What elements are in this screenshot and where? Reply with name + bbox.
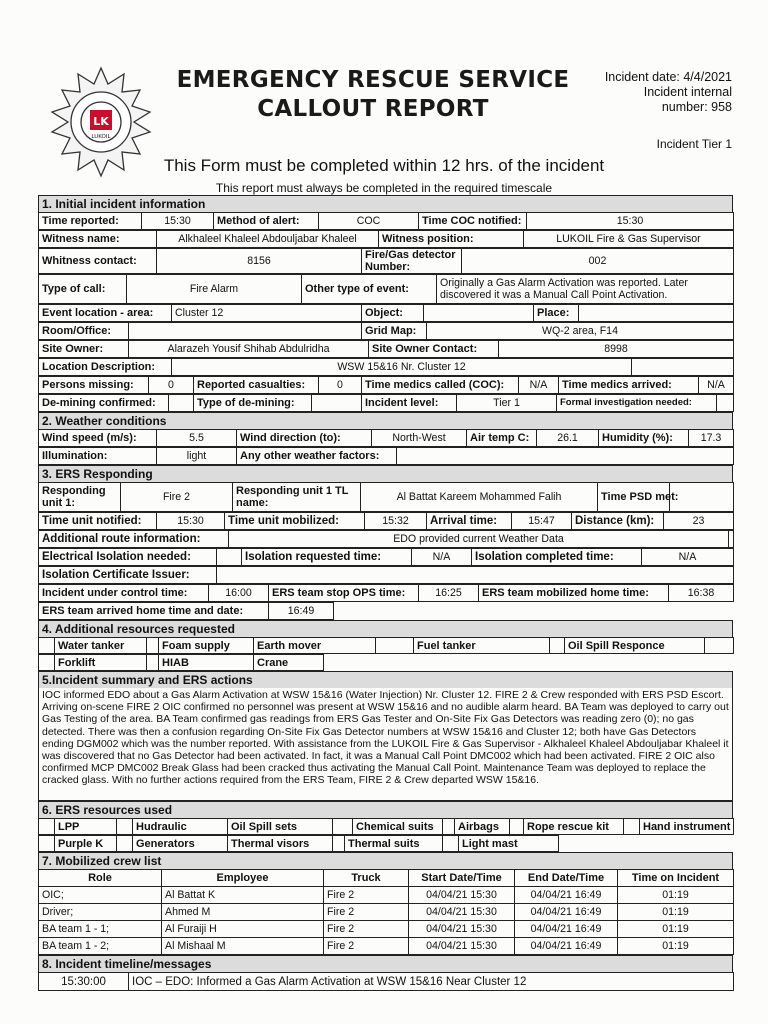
label-site-owner-contact: Site Owner Contact: <box>369 341 499 358</box>
section-2-row-wind <box>38 429 734 447</box>
section-3-row-control <box>38 584 734 602</box>
section-4-row-2 <box>38 654 324 671</box>
checkbox-purple-k[interactable] <box>39 836 55 852</box>
crew-end[interactable]: 04/04/21 16:49 <box>515 921 618 938</box>
value-type-of-call[interactable]: Fire Alarm <box>127 275 302 304</box>
resource-forklift: Forklift <box>55 655 147 671</box>
checkbox-oil-spill-sets[interactable] <box>333 819 353 835</box>
section-3-row-isolation <box>38 548 734 566</box>
equip-rope-rescue: Rope rescue kit <box>524 819 624 835</box>
checkbox-lpp[interactable] <box>39 819 55 835</box>
value-room-office[interactable] <box>129 323 362 340</box>
label-coc-notified: Time COC notified: <box>419 213 527 230</box>
equip-generators: Generators <box>133 836 228 852</box>
equip-airbags: Airbags <box>455 819 510 835</box>
section-6-title: 6. ERS resources used <box>38 801 733 818</box>
label-isolation-cert: Isolation Certificate Issuer: <box>39 567 217 584</box>
value-event-location[interactable]: Cluster 12 <box>172 305 362 322</box>
crew-col-start: Start Date/Time <box>409 870 515 887</box>
label-electrical-isolation: Electrical Isolation needed: <box>39 549 217 566</box>
section-3-row-home <box>38 602 334 620</box>
checkbox-thermal-suits[interactable] <box>443 836 459 852</box>
value-mobilized-home[interactable]: 16:38 <box>669 585 734 602</box>
crew-employee[interactable]: Al Battat K <box>162 887 324 904</box>
crew-end[interactable]: 04/04/21 16:49 <box>515 887 618 904</box>
label-incident-level: Incident level: <box>362 395 457 412</box>
value-responding-unit[interactable]: Fire 2 <box>121 483 233 512</box>
crew-col-truck: Truck <box>324 870 409 887</box>
crew-end[interactable]: 04/04/21 16:49 <box>515 904 618 921</box>
crew-role[interactable]: BA team 1 - 2; <box>39 938 162 955</box>
crew-time[interactable]: 01:19 <box>618 938 734 955</box>
value-witness-name[interactable]: Alkhaleel Khaleel Abdouljabar Khaleel <box>157 231 379 248</box>
value-time-notified[interactable]: 15:30 <box>157 513 225 530</box>
section-1-row-demining <box>38 394 734 412</box>
timeline-message[interactable]: IOC – EDO: Informed a Gas Alarm Activation at WSW 15&16 Near Cluster 12 <box>129 973 734 991</box>
equip-oil-spill-sets: Oil Spill sets <box>228 819 333 835</box>
value-time-mobilized[interactable]: 15:32 <box>365 513 427 530</box>
incident-internal-2: number: 958 <box>661 100 732 114</box>
label-responding-unit: Responding unit 1: <box>39 483 121 512</box>
resource-fuel-tanker: Fuel tanker <box>414 638 550 654</box>
value-wind-speed[interactable]: 5.5 <box>157 430 237 447</box>
crew-header-row <box>39 870 734 887</box>
section-1-table <box>38 212 734 230</box>
value-under-control[interactable]: 16:00 <box>209 585 269 602</box>
section-1-row-locdesc <box>38 358 734 376</box>
crew-start[interactable]: 04/04/21 15:30 <box>409 938 515 955</box>
section-1-row-location <box>38 304 734 322</box>
value-location-description[interactable]: WSW 15&16 Nr. Cluster 12 <box>172 359 632 376</box>
crew-time[interactable]: 01:19 <box>618 921 734 938</box>
checkbox-hiab[interactable] <box>147 655 159 671</box>
section-1-row-room <box>38 322 734 340</box>
section-6-row-2 <box>38 835 559 852</box>
label-location-description: Location Description: <box>39 359 172 376</box>
equip-lpp: LPP <box>55 819 117 835</box>
equip-thermal-suits: Thermal suits <box>345 836 443 852</box>
title-line-2: CALLOUT REPORT <box>257 96 489 122</box>
checkbox-forklift[interactable] <box>39 655 55 671</box>
crew-employee[interactable]: Ahmed M <box>162 904 324 921</box>
crew-start[interactable]: 04/04/21 15:30 <box>409 887 515 904</box>
value-medics-called[interactable]: N/A <box>519 377 559 394</box>
label-time-reported: Time reported: <box>39 213 142 230</box>
section-1-title: 1. Initial incident information <box>38 195 733 212</box>
value-demining-confirmed[interactable] <box>169 395 194 412</box>
value-formal-investigation[interactable] <box>717 395 734 412</box>
svg-text:LK: LK <box>93 115 109 128</box>
checkbox-generators[interactable] <box>117 836 133 852</box>
resource-water-tanker: Water tanker <box>55 638 147 654</box>
report-title <box>168 66 578 124</box>
section-5-title: 5.Incident summary and ERS actions <box>38 671 733 688</box>
title-line-1: EMERGENCY RESCUE SERVICE <box>176 67 570 93</box>
value-witness-contact[interactable]: 8156 <box>157 249 362 274</box>
section-1-row-missing <box>38 376 734 394</box>
resource-crane: Crane <box>254 655 324 671</box>
value-detector-number[interactable]: 002 <box>462 249 734 274</box>
crew-employee[interactable]: Al Mishaal M <box>162 938 324 955</box>
label-event-location: Event location - area: <box>39 305 172 322</box>
crew-truck[interactable]: Fire 2 <box>324 904 409 921</box>
crew-end[interactable]: 04/04/21 16:49 <box>515 938 618 955</box>
value-persons-missing[interactable]: 0 <box>149 377 194 394</box>
label-isolation-completed: Isolation completed time: <box>472 549 642 566</box>
timeline-table <box>38 972 734 991</box>
incident-summary-text[interactable]: IOC informed EDO about a Gas Alarm Activation at WSW 15&16 (Water Injection) Nr. Cluster 12. FIRE 2 & Crew responded with ERS PSD Escort. Arriving on-scene FIRE 2 OIC confirmed no personnel was present at WSW 15&16 and no audible alarm heard. BA Team was deployed to carry out Gas Testing of the area. BA Team confirmed gas readings from ERS Gas Tester and On-Site Fix Gas Detectors was reading zero (0); no gas detected. There was then a confusion regarding On-Site Fix Gas Detector numbers at WSW 15&16 and Cluster 12; both have Gas Detectors ending DGM002 which was the number reported. With assistance from the LUKOIL Fire & Gas Supervisor - Alkhaleel Khaleel Abdouljabar Khaleel it was discovered that no Gas Detector had been activated. In fact, it was a Manual Call Point DMC002 which had been activated. FIRE 2 OIC also confirmed MCP DMC002 Break Glass had been cracked thus activating the Manual Call Point. Maintenance Team was deployed to replace the cracked glass. With no further actions required from the ERS Team, FIRE 2 & Crew departed WSW 15&16. <box>38 688 733 801</box>
label-detector-number: Fire/Gas detector Number: <box>362 249 462 274</box>
section-1-row-witness <box>38 230 734 248</box>
equip-chemical-suits: Chemical suits <box>353 819 443 835</box>
value-stop-ops[interactable]: 16:25 <box>419 585 479 602</box>
label-psd-met: Time PSD met: <box>598 483 670 512</box>
label-medics-called: Time medics called (COC): <box>362 377 519 394</box>
checkbox-chemical-suits[interactable] <box>443 819 455 835</box>
label-place: Place: <box>534 305 579 322</box>
value-time-reported[interactable]: 15:30 <box>142 213 214 230</box>
label-illumination: Illumination: <box>39 448 157 465</box>
label-distance: Distance (km): <box>572 513 664 530</box>
label-persons-missing: Persons missing: <box>39 377 149 394</box>
value-wind-direction[interactable]: North-West <box>372 430 467 447</box>
label-reported-casualties: Reported casualties: <box>194 377 319 394</box>
value-other-type[interactable]: Originally a Gas Alarm Activation was reported. Later discovered it was a Manual Call Point Activation. <box>437 275 734 304</box>
label-other-weather: Any other weather factors: <box>237 448 397 465</box>
crew-col-end: End Date/Time <box>515 870 618 887</box>
incident-internal-1: Incident internal <box>643 85 732 99</box>
equip-hand-instrument: Hand instrument <box>640 819 734 835</box>
section-1-row-call <box>38 274 734 304</box>
incident-meta <box>562 70 732 115</box>
label-stop-ops: ERS team stop OPS time: <box>269 585 419 602</box>
value-coc-notified[interactable]: 15:30 <box>527 213 734 230</box>
label-witness-position: Witness position: <box>379 231 524 248</box>
label-witness-contact: Whitness contact: <box>39 249 157 274</box>
value-tl-name[interactable]: Al Battat Kareem Mohammed Falih <box>361 483 598 512</box>
label-route-info: Additional route information: <box>39 531 229 548</box>
value-psd-met[interactable] <box>670 483 734 512</box>
value-incident-level[interactable]: Tier 1 <box>457 395 557 412</box>
crew-role[interactable]: Driver; <box>39 904 162 921</box>
checkbox-water-tanker[interactable] <box>39 638 55 654</box>
crew-col-role: Role <box>39 870 162 887</box>
checkbox-fuel-tanker[interactable] <box>550 638 565 654</box>
checkbox-rope-rescue[interactable] <box>624 819 640 835</box>
section-1-row-contact <box>38 248 734 274</box>
value-isolation-completed[interactable]: N/A <box>642 549 734 566</box>
resource-foam-supply: Foam supply <box>159 638 254 654</box>
value-method-alert[interactable]: COC <box>319 213 419 230</box>
section-2-row-illum <box>38 447 734 465</box>
section-6-row-1 <box>38 818 734 835</box>
value-site-owner-contact[interactable]: 8998 <box>499 341 734 358</box>
section-3-row-route <box>38 530 734 548</box>
section-4-row-1 <box>38 637 734 654</box>
section-3-row-unit <box>38 482 734 512</box>
checkbox-foam-supply[interactable] <box>147 638 159 654</box>
label-method-alert: Method of alert: <box>214 213 319 230</box>
resource-earth-mover: Earth mover <box>254 638 376 654</box>
crew-time[interactable]: 01:19 <box>618 887 734 904</box>
crew-start[interactable]: 04/04/21 15:30 <box>409 921 515 938</box>
crew-truck[interactable]: Fire 2 <box>324 938 409 955</box>
label-under-control: Incident under control time: <box>39 585 209 602</box>
label-room-office: Room/Office: <box>39 323 129 340</box>
resource-oil-spill: Oil Spill Responce <box>565 638 705 654</box>
label-medics-arrived: Time medics arrived: <box>559 377 699 394</box>
label-demining-confirmed: De-mining confirmed: <box>39 395 169 412</box>
label-type-of-call: Type of call: <box>39 275 127 304</box>
value-illumination[interactable]: light <box>157 448 237 465</box>
label-air-temp: Air temp C: <box>467 430 537 447</box>
checkbox-oil-spill[interactable] <box>705 638 734 654</box>
section-3-row-times <box>38 512 734 530</box>
section-8-title: 8. Incident timeline/messages <box>38 955 733 972</box>
table-row <box>39 887 734 904</box>
label-tl-name: Responding unit 1 TL name: <box>233 483 361 512</box>
crew-col-employee: Employee <box>162 870 324 887</box>
value-arrived-home[interactable]: 16:49 <box>269 603 334 620</box>
value-site-owner[interactable]: Alarazeh Yousif Shihab Abdulridha <box>129 341 369 358</box>
section-3-row-cert <box>38 566 734 584</box>
label-arrived-home: ERS team arrived home time and date: <box>39 603 269 620</box>
route-spacer <box>729 531 734 548</box>
crew-role[interactable]: OIC; <box>39 887 162 904</box>
value-witness-position[interactable]: LUKOIL Fire & Gas Supervisor <box>524 231 734 248</box>
value-distance[interactable]: 23 <box>664 513 734 530</box>
timeline-time[interactable]: 15:30:00 <box>39 973 129 991</box>
label-humidity: Humidity (%): <box>599 430 689 447</box>
checkbox-hudraulic[interactable] <box>117 819 133 835</box>
crew-col-time: Time on Incident <box>618 870 734 887</box>
checkbox-earth-mover[interactable] <box>376 638 414 654</box>
value-electrical-isolation[interactable] <box>217 549 242 566</box>
value-grid-map[interactable]: WQ-2 area, F14 <box>427 323 734 340</box>
label-object: Object: <box>362 305 424 322</box>
equip-hudraulic: Hudraulic <box>133 819 228 835</box>
incident-date: Incident date: 4/4/2021 <box>604 70 732 84</box>
value-medics-arrived[interactable]: N/A <box>699 377 734 394</box>
report-form <box>38 195 733 991</box>
value-humidity[interactable]: 17.3 <box>689 430 734 447</box>
crew-time[interactable]: 01:19 <box>618 904 734 921</box>
label-wind-direction: Wind direction (to): <box>237 430 372 447</box>
label-arrival-time: Arrival time: <box>427 513 512 530</box>
completion-notice: This Form must be completed within 12 hrs. of the incident <box>163 156 605 175</box>
equip-light-mast: Light mast <box>459 836 559 852</box>
label-mobilized-home: ERS team mobilized home time: <box>479 585 669 602</box>
crew-role[interactable]: BA team 1 - 1; <box>39 921 162 938</box>
equip-thermal-visors: Thermal visors <box>228 836 333 852</box>
value-isolation-requested[interactable]: N/A <box>412 549 472 566</box>
label-wind-speed: Wind speed (m/s): <box>39 430 157 447</box>
value-arrival-time[interactable]: 15:47 <box>512 513 572 530</box>
incident-tier: Incident Tier 1 <box>656 137 732 151</box>
crew-truck[interactable]: Fire 2 <box>324 887 409 904</box>
table-row <box>39 938 734 955</box>
label-grid-map: Grid Map: <box>362 323 427 340</box>
section-2-title: 2. Weather conditions <box>38 412 733 429</box>
svg-text:LUKOIL: LUKOIL <box>91 134 111 140</box>
label-formal-investigation: Formal investigation needed: <box>557 395 717 412</box>
value-object[interactable] <box>424 305 534 322</box>
table-row <box>39 921 734 938</box>
section-1-row-owner <box>38 340 734 358</box>
label-demining-type: Type of de-mining: <box>194 395 312 412</box>
label-other-type: Other type of event: <box>302 275 437 304</box>
section-4-title: 4. Additional resources requested <box>38 620 733 637</box>
value-place[interactable] <box>579 305 734 322</box>
value-route-info[interactable]: EDO provided current Weather Data <box>229 531 729 548</box>
label-time-mobilized: Time unit mobilized: <box>225 513 365 530</box>
value-isolation-cert[interactable] <box>217 567 734 584</box>
crew-truck[interactable]: Fire 2 <box>324 921 409 938</box>
label-isolation-requested: Isolation requested time: <box>242 549 412 566</box>
crew-table <box>38 869 734 955</box>
crew-start[interactable]: 04/04/21 15:30 <box>409 904 515 921</box>
checkbox-airbags[interactable] <box>510 819 524 835</box>
section-7-title: 7. Mobilized crew list <box>38 852 733 869</box>
equip-purple-k: Purple K <box>55 836 117 852</box>
timeline-row <box>39 973 734 991</box>
section-3-title: 3. ERS Responding <box>38 465 733 482</box>
label-witness-name: Witness name: <box>39 231 157 248</box>
location-description-extra[interactable] <box>632 359 734 376</box>
label-time-notified: Time unit notified: <box>39 513 157 530</box>
value-demining-type[interactable] <box>312 395 362 412</box>
completion-subnotice: This report must always be completed in the required timescale <box>215 181 553 195</box>
value-reported-casualties[interactable]: 0 <box>319 377 362 394</box>
table-row <box>39 904 734 921</box>
crew-employee[interactable]: Al Furaiji H <box>162 921 324 938</box>
value-other-weather[interactable] <box>397 448 734 465</box>
resource-hiab: HIAB <box>159 655 254 671</box>
label-site-owner: Site Owner: <box>39 341 129 358</box>
checkbox-thermal-visors[interactable] <box>333 836 345 852</box>
value-air-temp[interactable]: 26.1 <box>537 430 599 447</box>
